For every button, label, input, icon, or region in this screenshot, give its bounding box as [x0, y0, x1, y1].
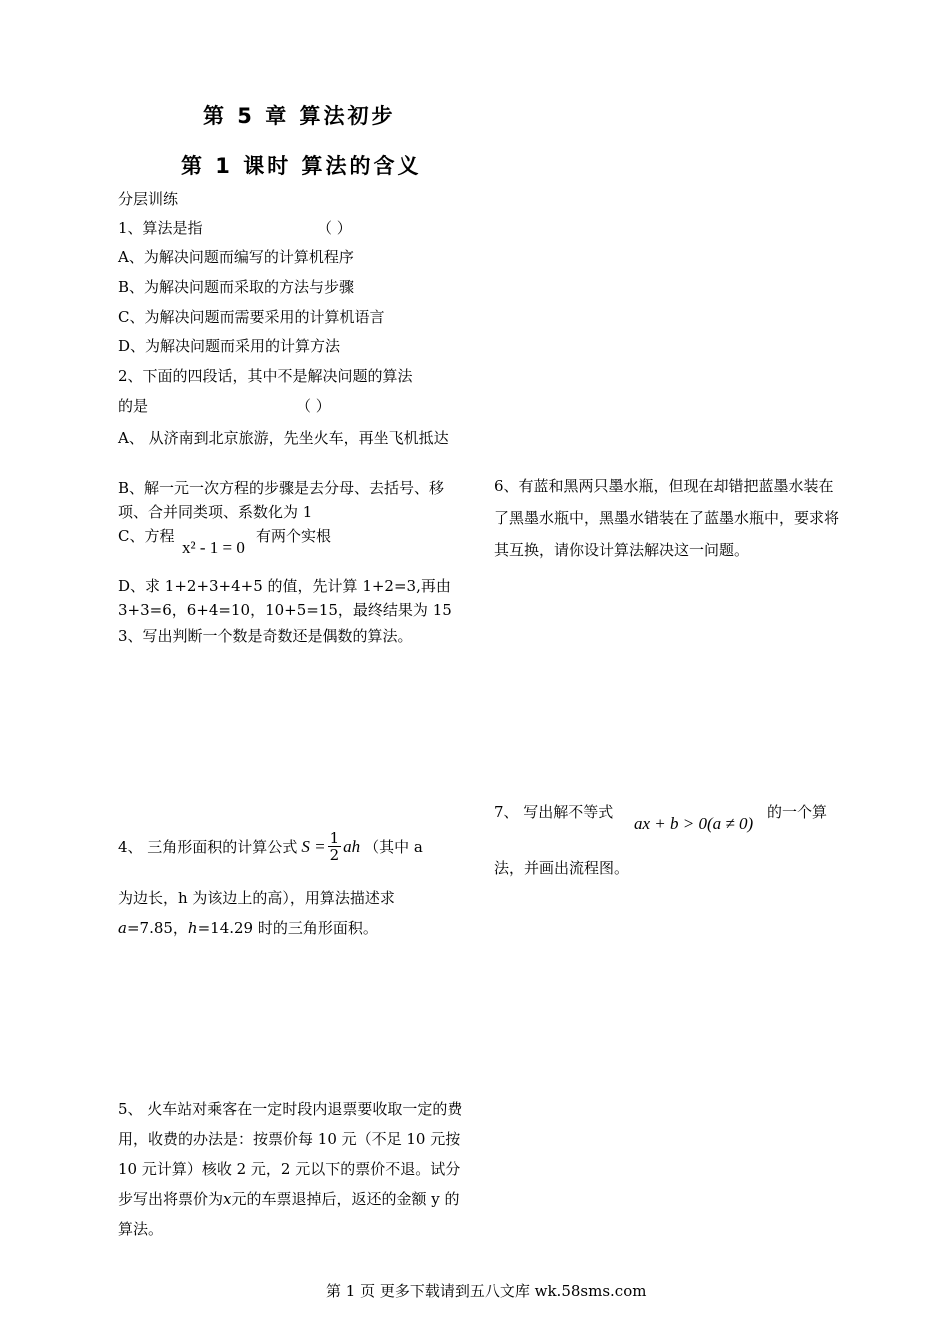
- q5-body: 5、 火车站对乘客在一定时段内退票要收取一定的费用，收费的办法是：按票价每 10 元（不足 10 元按 10 元计算）核收 2 元，2 元以下的票价不退。试分步写出将票价为: [118, 1100, 463, 1208]
- page-footer: 第 1 页 更多下载请到五八文库 wk.58sms.com: [326, 1282, 647, 1300]
- q7-inequality: ax + b > 0(a ≠ 0): [634, 814, 754, 833]
- section-label: 分层训练: [118, 190, 179, 208]
- q4-var-h: h: [187, 919, 198, 937]
- q4-suffix: （其中 a: [364, 838, 423, 856]
- q3-text: 3、写出判断一个数是奇数还是偶数的算法。: [118, 627, 413, 645]
- q1-stem: 1、算法是指: [118, 219, 203, 237]
- q7-suffix: 的一个算: [767, 803, 828, 821]
- q4-fraction-numerator: 1: [329, 829, 340, 847]
- q2-option-c-equation: x² - 1 = 0: [182, 538, 245, 557]
- q4-line2: 为边长，h 为该边上的高），用算法描述求: [118, 889, 395, 907]
- q2-stem-line2: 的是: [118, 397, 149, 415]
- q2-option-d-line1: D、求 1+2+3+4+5 的值，先计算 1+2=3,再由: [118, 577, 451, 595]
- q5-var-x: x: [223, 1190, 232, 1208]
- q4-line3: [118, 918, 378, 938]
- q2-option-d-line2: 3+3=6，6+4=10，10+5=15，最终结果为 15: [118, 601, 452, 619]
- q2-option-c-suffix: 有两个实根: [256, 527, 332, 545]
- q4-prefix: 4、 三角形面积的计算公式: [118, 838, 298, 856]
- q5-body-end: 元的车票退掉后，返还的金额 y 的算法。: [118, 1190, 460, 1238]
- q5-text: [118, 1094, 463, 1244]
- q2-option-b: B、解一元一次方程的步骤是去分母、去括号、移项、合并同类项、系数化为 1: [118, 479, 445, 521]
- q7-prefix: 7、 写出解不等式: [494, 803, 614, 821]
- q2-option-a: A、 从济南到北京旅游，先坐火车，再坐飞机抵达: [118, 429, 449, 447]
- q4-formula-lhs: S =: [301, 836, 326, 856]
- q4-formula-rhs: ah: [343, 836, 361, 856]
- q7-line2: 法，并画出流程图。: [494, 859, 630, 877]
- q2-answer-paren: （ ）: [296, 397, 331, 415]
- q4-var-a: a: [118, 919, 127, 937]
- q1-option-a: A、为解决问题而编写的计算机程序: [118, 248, 354, 266]
- q1-option-c: C、为解决问题而需要采用的计算机语言: [118, 308, 385, 326]
- q2-option-c-prefix: C、方程: [118, 527, 175, 545]
- q4-fraction-denominator: 2: [329, 846, 340, 864]
- q4-value-a: =7.85，: [126, 919, 188, 937]
- q1-option-b: B、为解决问题而采取的方法与步骤: [118, 278, 355, 296]
- q6-text: 6、有蓝和黑两只墨水瓶，但现在却错把蓝墨水装在了黑墨水瓶中，黑墨水错装在了蓝墨水瓶中，要求将其互换，请你设计算法解决这一问题。: [494, 477, 840, 559]
- q2-stem-line1: 2、下面的四段话，其中不是解决问题的算法: [118, 367, 413, 385]
- lesson-title: 第 1 课时 算法的含义: [181, 154, 422, 178]
- q1-answer-paren: （ ）: [317, 219, 352, 237]
- q4-value-h: =14.29 时的三角形面积。: [197, 919, 378, 937]
- q4-formula-fraction: [328, 830, 342, 863]
- q4-line1: [118, 830, 423, 863]
- chapter-title: 第 5 章 算法初步: [203, 104, 396, 128]
- q1-option-d: D、为解决问题而采用的计算方法: [118, 337, 341, 355]
